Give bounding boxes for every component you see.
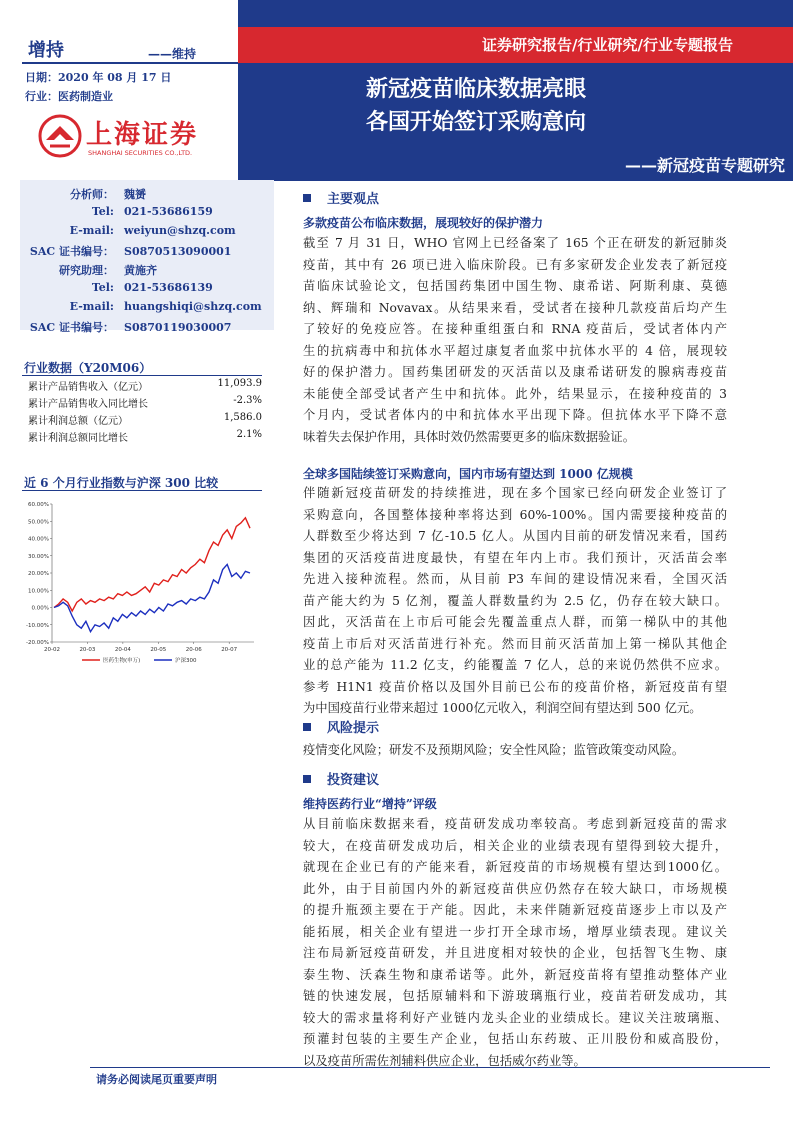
analyst-label: Tel: <box>91 205 114 218</box>
analyst-label: SAC 证书编号： <box>29 245 114 258</box>
text-line: 疫苗，其中有 26 项已进入临床阶段。已有多家研发企业发表了新冠疫 <box>303 257 727 272</box>
text-line: 疫情变化风险；研发不及预期风险；安全性风险；监管政策变动风险。 <box>303 743 685 757</box>
analyst-info <box>20 180 274 334</box>
y-tick-label: 20.00% <box>28 571 49 577</box>
analyst-value: huangshiqi@shzq.com <box>124 300 262 313</box>
analyst-label: SAC 证书编号： <box>29 321 114 334</box>
text-line: 较大，在疫苗研发成功后，相关企业的业绩表现有望得到较大提升， <box>303 838 727 853</box>
series-line-pharma <box>54 518 250 611</box>
square-bullet-icon <box>303 775 311 783</box>
text-line: 能拓展，相关企业有望进一步打开全球市场，增厚业绩表现。建议关 <box>303 924 727 939</box>
analyst-row <box>20 262 157 278</box>
rating-status: ——维持 <box>148 47 197 61</box>
analyst-label: Tel: <box>91 281 114 294</box>
text-line: 此外，由于目前国内外的新冠疫苗供应仍然存在较大缺口，市场规模 <box>303 881 727 896</box>
text-line: 从目前临床数据来看，疫苗研发成功率较高。考虑到新冠疫苗的需求 <box>303 817 727 831</box>
text-line: 截至 7 月 31 日，WHO 官网上已经备案了 165 个正在研发的新冠肺炎 <box>303 236 727 250</box>
industry-data-key: 累计产品销售收入同比增长 <box>28 399 148 410</box>
report-title-line1: 新冠疫苗临床数据亮眼 <box>366 77 587 102</box>
text-line: 个月内，受试者体内的中和抗体水平出现下降。但抗体水平下降不意 <box>303 408 727 422</box>
logo-text: 上海证券 <box>86 120 199 150</box>
x-tick-label: 20-03 <box>79 647 96 653</box>
industry-data-value: 1,586.0 <box>223 412 262 423</box>
analyst-value: 021-53686139 <box>124 281 213 294</box>
text-line: 了较好的免疫应答。在接种重组蛋白和 RNA 疫苗后，受试者体内产 <box>303 322 727 336</box>
y-tick-label: 60.00% <box>28 502 49 508</box>
text-line: 伴随新冠疫苗研发的持续推进，现在多个国家已经向研发企业签订了 <box>303 486 727 500</box>
text-line: 预灌封包装的主要生产企业，包括山东药玻、正川股份和威高股份， <box>303 1032 727 1046</box>
text-line: 以及疫苗所需佐剂辅料供应企业，包括威尔药业等。 <box>303 1053 586 1068</box>
analyst-value: 魏赟 <box>124 188 146 201</box>
analyst-value: S0870513090001 <box>124 245 232 258</box>
footer-disclaimer: 请务必阅读尾页重要声明 <box>96 1073 217 1086</box>
y-tick-label: -20.00% <box>26 640 49 646</box>
analyst-row <box>20 319 231 335</box>
x-tick-label: 20-04 <box>114 647 131 653</box>
square-bullet-icon <box>303 194 311 202</box>
text-line: 因此，灭活苗在上市后可能会先覆盖重点人群，而第一梯队中的其他 <box>303 615 727 629</box>
industry-data-value: 2.1% <box>236 429 262 440</box>
divider <box>22 490 262 491</box>
y-tick-label: 50.00% <box>28 519 49 526</box>
industry-data-key: 累计利润总额同比增长 <box>28 433 128 444</box>
text-line: 苗产能大约为 5 亿剂，覆盖人群数量约为 2.5 亿，仍存在较大缺口。 <box>303 593 727 608</box>
paragraph-procurement <box>303 483 727 720</box>
industry-data-value: 11,093.9 <box>217 378 262 389</box>
divider <box>22 375 262 376</box>
paragraph-clinical <box>303 233 727 448</box>
company-logo <box>36 112 236 162</box>
y-tick-label: 40.00% <box>28 536 49 543</box>
text-line: 为中国疫苗行业带来超过 1000亿元收入，利润空间有望达到 500 亿元。 <box>303 701 702 715</box>
analyst-label: 研究助理： <box>59 264 114 277</box>
x-tick-label: 20-06 <box>185 647 202 653</box>
index-comparison-chart <box>22 496 262 672</box>
text-line: 好的保护潜力。国药集团研发的灭活苗以及康希诺研发的腺病毒疫苗 <box>303 365 727 379</box>
analyst-value: 021-53686159 <box>124 205 213 218</box>
analyst-value: weiyun@shzq.com <box>124 224 236 237</box>
text-line: 生的抗病毒中和抗体水平超过康复者血浆中抗体水平的 4 倍，展现较 <box>303 343 727 358</box>
analyst-row <box>20 224 236 237</box>
header-top-bar <box>238 0 793 27</box>
logo-english: SHANGHAI SECURITIES CO.,LTD. <box>88 149 193 157</box>
square-bullet-icon <box>303 723 311 731</box>
section-heading-text: 风险提示 <box>327 721 380 736</box>
text-line: 苗临床试验论文，包括国药集团中国生物、康希诺、阿斯利康、莫德 <box>303 279 727 293</box>
industry-data-key: 累计产品销售收入（亿元） <box>28 382 148 393</box>
analyst-row <box>20 205 213 218</box>
industry-data-value: -2.3% <box>233 395 262 406</box>
report-title-line2: 各国开始签订采购意向 <box>366 110 587 135</box>
subheading-procurement: 全球多国陆续签订采购意向，国内市场有望达到 1000 亿规模 <box>303 467 633 481</box>
report-category-bar <box>238 27 793 63</box>
report-subtitle: ——新冠疫苗专题研究 <box>624 156 785 175</box>
text-line: 注布局新冠疫苗研发，并且进度相对较快的企业，包括智飞生物、康 <box>303 946 727 960</box>
analyst-label: 分析师： <box>70 188 114 201</box>
subheading-rating: 维持医药行业“增持”评级 <box>303 797 437 811</box>
text-line: 业的总产能为 11.2 亿支，约能覆盖 7 亿人，总的来说仍然供不应求。 <box>303 658 727 672</box>
section-heading-invest <box>303 769 379 788</box>
title-box <box>238 63 793 181</box>
text-line: 人群数至少将达到 7 亿-10.5 亿人。从国内目前的研发情况来看，国药 <box>303 529 727 543</box>
legend-label: 沪深300 <box>175 658 197 664</box>
y-tick-label: 10.00% <box>28 588 49 595</box>
analyst-row <box>20 186 146 202</box>
text-line: 就现在企业已有的产能来看，新冠疫苗的市场规模有望达到1000亿。 <box>303 860 727 874</box>
analyst-row <box>20 281 213 294</box>
analyst-label: E-mail: <box>69 224 114 237</box>
text-line: 先进入接种流程。然而，从目前 P3 车间的建设情况来看，全国灭活 <box>303 572 727 586</box>
text-line: 疫苗上市后对灭活苗进行补充。然而目前灭活苗加上第一梯队其他企 <box>303 636 727 651</box>
y-tick-label: 0.00% <box>31 605 49 612</box>
subheading-clinical: 多款疫苗公布临床数据，展现较好的保护潜力 <box>303 216 544 230</box>
rating: 增持 <box>28 40 64 61</box>
text-line: 泰生物、沃森生物和康希诺等。此外，新冠疫苗将有望推动整体产业 <box>303 967 727 982</box>
analyst-value: S0870119030007 <box>124 321 232 334</box>
series-line-hs300 <box>54 564 250 631</box>
paragraph-invest <box>303 814 727 1072</box>
text-line: 参考 H1N1 疫苗价格以及国外目前已公布的疫苗价格，新冠疫苗有望 <box>303 679 727 694</box>
chart-title: 近 6 个月行业指数与沪深 300 比较 <box>24 476 219 490</box>
section-heading-main <box>303 188 379 207</box>
analyst-value: 黄施齐 <box>124 264 157 277</box>
x-tick-label: 20-05 <box>150 647 167 653</box>
analyst-label: E-mail: <box>69 300 114 313</box>
text-line: 的提升瓶颈主要在于产能。因此，未来伴随新冠疫苗逐步上市以及产 <box>303 903 727 917</box>
y-tick-label: 30.00% <box>28 553 49 560</box>
paragraph-risk <box>303 740 727 762</box>
section-heading-text: 主要观点 <box>327 192 380 207</box>
text-line: 未能使全部受试者产生中和抗体。此外，结果显示，在接种疫苗的 3 <box>303 386 727 401</box>
x-tick-label: 20-07 <box>221 647 238 653</box>
divider <box>22 62 238 64</box>
text-line: 较大的需求量将利好产业链内龙头企业的业绩成长。建议关注玻璃瓶、 <box>303 1010 727 1025</box>
text-line: 纳、辉瑞和 Novavax。从结果来看，受试者在接种几款疫苗后均产生 <box>303 300 727 315</box>
text-line: 链的快速发展，包括原辅料和下游玻璃瓶行业，疫苗若研发成功，其 <box>303 989 727 1003</box>
text-line: 集团的灭活疫苗进度最快，有望在年内上市。我们预计，灭活苗会率 <box>303 550 727 565</box>
report-date: 日期：2020 年 08 月 17 日 <box>25 71 172 84</box>
report-category: 证券研究报告/行业研究/行业专题报告 <box>482 36 733 54</box>
analyst-row <box>20 243 231 259</box>
text-line: 味着失去保护作用，具体时效仍然需要更多的临床数据验证。 <box>303 429 636 444</box>
report-industry: 行业：医药制造业 <box>25 90 113 103</box>
footer-divider <box>90 1067 770 1068</box>
legend-label: 医药生物(申万) <box>103 658 141 664</box>
y-tick-label: -10.00% <box>26 622 49 629</box>
analyst-row <box>20 300 262 313</box>
x-tick-label: 20-02 <box>44 647 60 653</box>
section-heading-text: 投资建议 <box>327 773 380 788</box>
text-line: 采购意向，各国整体接种率将达到 60%-100%。国内需要接种疫苗的 <box>303 507 727 522</box>
industry-data-key: 累计利润总额（亿元） <box>28 416 128 427</box>
section-heading-risk <box>303 717 379 736</box>
industry-data-title: 行业数据（Y20M06） <box>24 361 152 375</box>
